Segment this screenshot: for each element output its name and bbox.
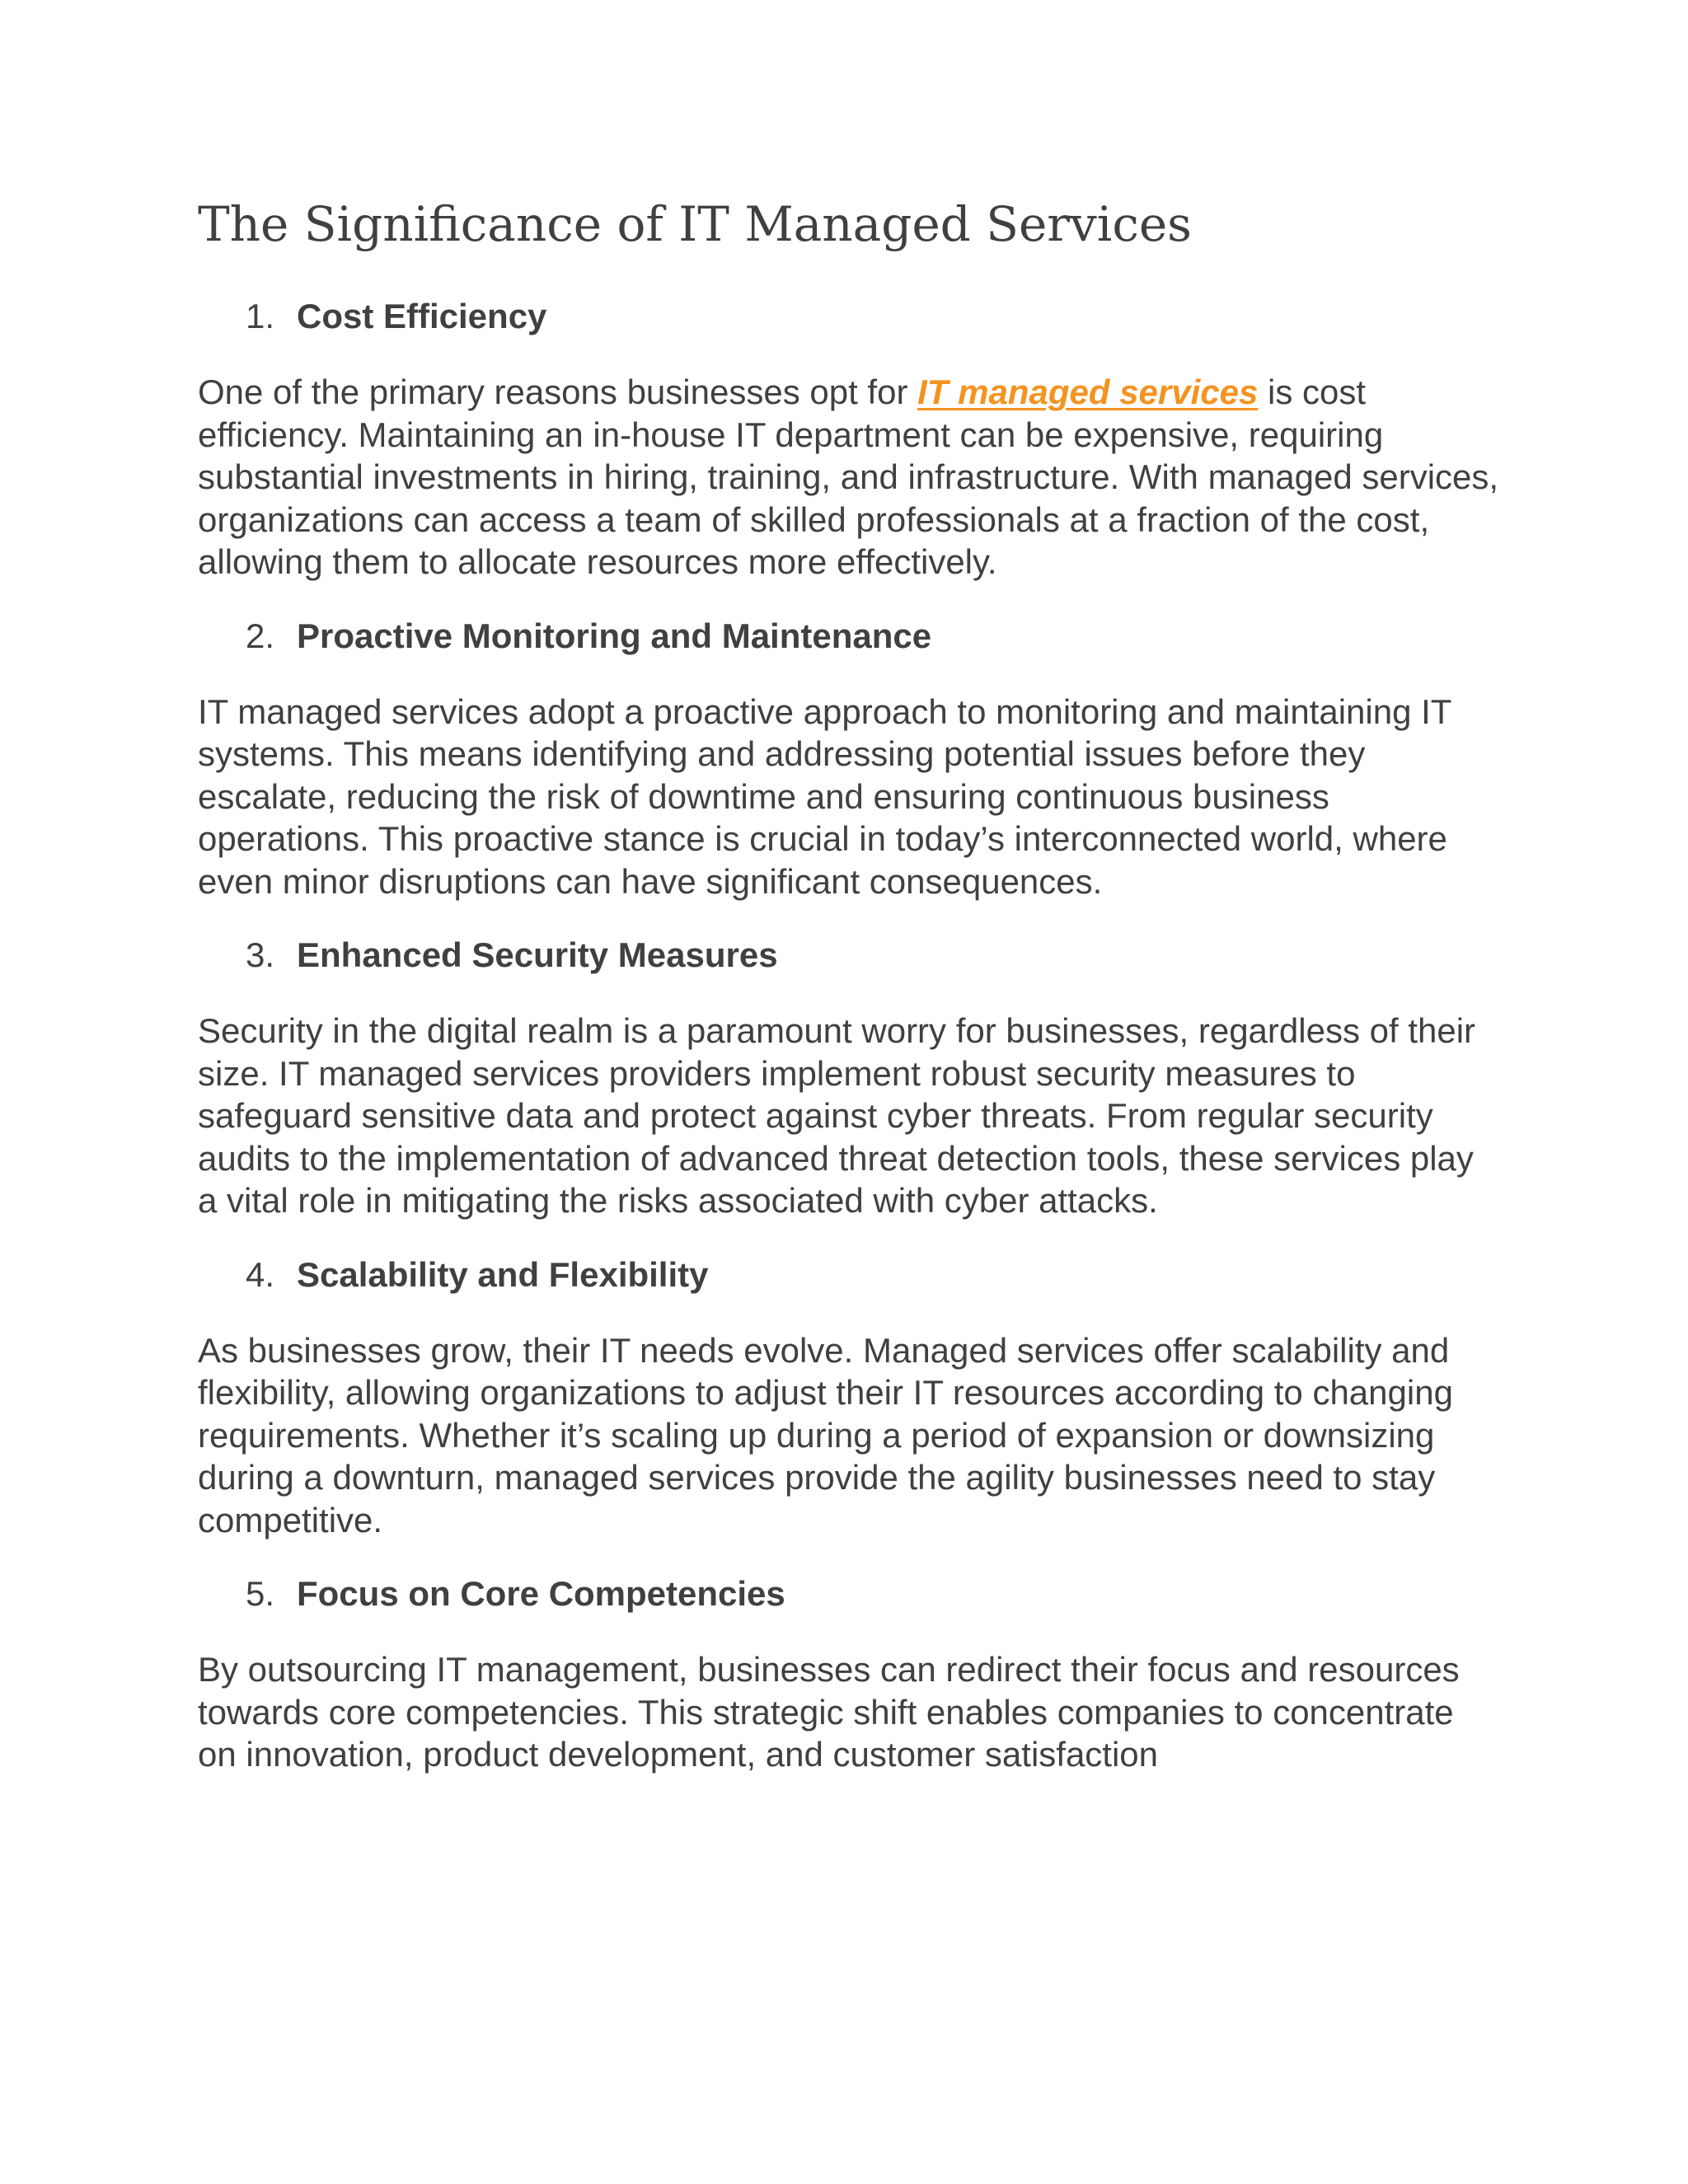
section-enhanced-security <box>198 934 1500 1222</box>
section-title: Enhanced Security Measures <box>297 935 778 974</box>
document-title: The Significance of IT Managed Services <box>198 196 1192 252</box>
section-heading <box>198 295 1500 338</box>
section-title: Focus on Core Competencies <box>297 1574 785 1613</box>
section-title: Proactive Monitoring and Maintenance <box>297 616 932 655</box>
section-title: Cost Efficiency <box>297 297 547 335</box>
section-cost-efficiency <box>198 295 1500 583</box>
section-number: 1. <box>246 297 275 335</box>
section-paragraph: By outsourcing IT management, businesses can redirect their focus and resources towards core competencies. This strategic shift enables companies to concentrate on innovation, product development, and customer satisfaction <box>198 1650 1460 1774</box>
document-content <box>198 194 1500 1807</box>
section-paragraph <box>198 371 1500 583</box>
section-heading <box>198 615 1500 658</box>
section-paragraph: As businesses grow, their IT needs evolve. Managed services offer scalability and flexibility, allowing organizations to adjust their IT resources according to changing requirements. Whether it’s scaling up during a period of expansion or downsizing during a downturn, managed services provide the agility businesses need to stay competitive. <box>198 1330 1453 1540</box>
section-paragraph: Security in the digital realm is a paramount worry for businesses, regardless of their size. IT managed services providers implement robust security measures to safeguard sensitive data and protect against cyber threats. From regular security audits to the implementation of advanced threat detection tools, these services play a vital role in mitigating the risks associated with cyber attacks. <box>198 1011 1476 1220</box>
paragraph-text-start: One of the primary reasons businesses opt for <box>198 373 918 411</box>
section-number: 3. <box>246 935 275 974</box>
section-core-competencies <box>198 1572 1500 1776</box>
section-heading <box>198 1254 1500 1296</box>
section-heading <box>198 1572 1500 1615</box>
it-managed-services-link[interactable]: IT managed services <box>917 373 1259 411</box>
section-number: 5. <box>246 1574 275 1613</box>
paragraph-text-end: is cost efficiency. Maintaining an in-house IT department can be expensive, requiring substantial investments in hiring, training, and infrastructure. With managed services, organizations can access a team of skilled professionals at a fraction of the cost, allowing them to allocate resources more effectively. <box>198 373 1499 581</box>
section-paragraph: IT managed services adopt a proactive approach to monitoring and maintaining IT systems. This means identifying and addressing potential issues before they escalate, reducing the risk of downtime and ensuring continuous business operations. This proactive stance is crucial in today’s interconnected world, where even minor disruptions can have significant consequences. <box>198 691 1451 901</box>
section-number: 4. <box>246 1254 275 1294</box>
section-proactive-monitoring <box>198 615 1500 903</box>
section-number: 2. <box>246 616 275 655</box>
section-title: Scalability and Flexibility <box>297 1254 709 1294</box>
section-scalability-flexibility <box>198 1254 1500 1542</box>
section-heading <box>198 934 1500 977</box>
